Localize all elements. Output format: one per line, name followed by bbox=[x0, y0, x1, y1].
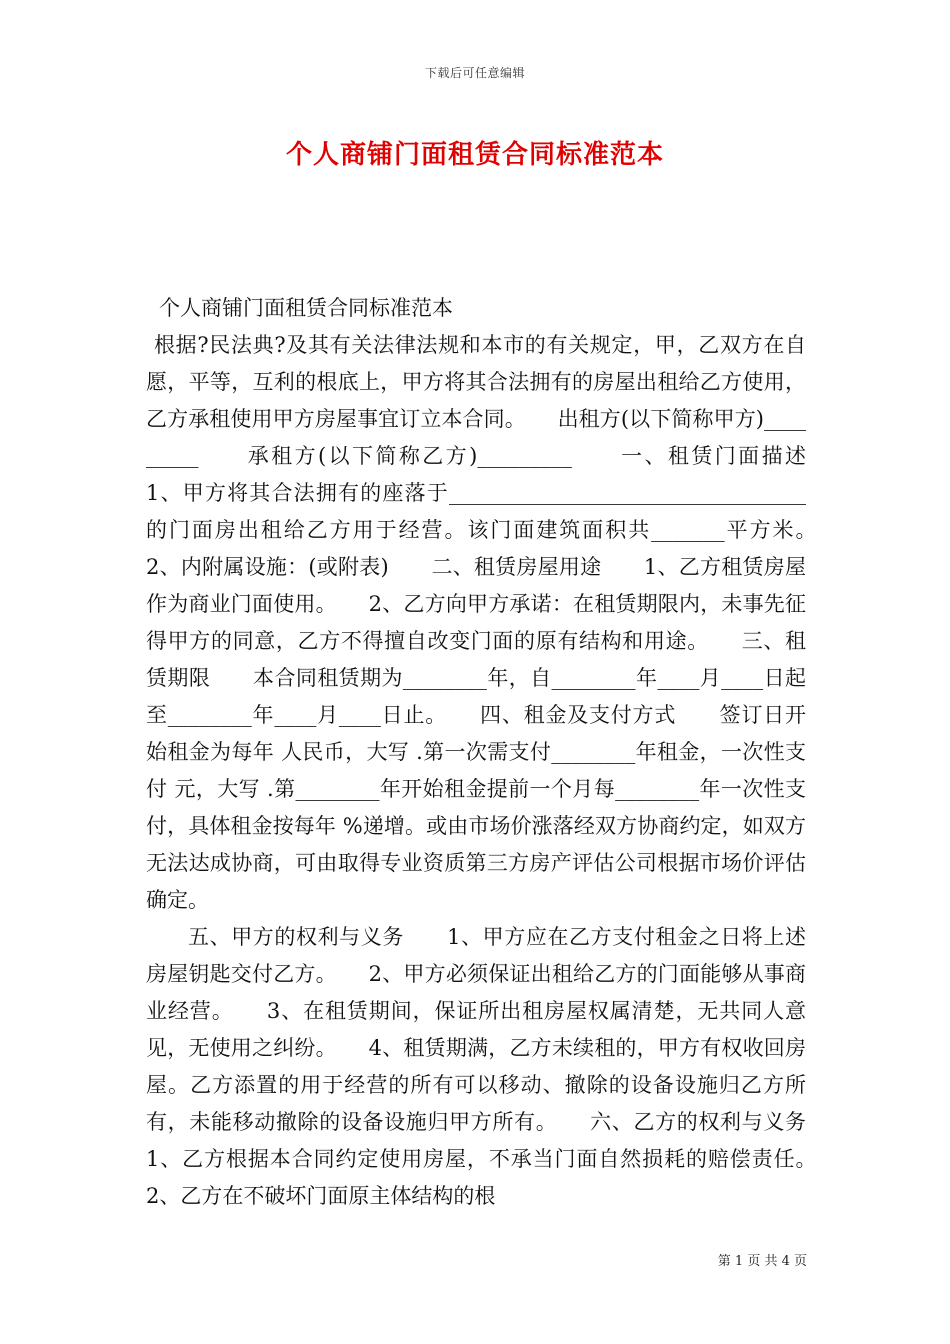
paragraph-subtitle: 个人商铺门面租赁合同标准范本 bbox=[159, 296, 453, 320]
document-body bbox=[146, 290, 848, 1215]
document-title: 个人商铺门面租赁合同标准范本 bbox=[285, 140, 664, 170]
paragraph-rights-obligations: 五、甲方的权利与义务 1、甲方应在乙方支付租金之日将上述房屋钥匙交付乙方。 2、甲方必须保证出租给乙方的门面能够从事商业经营。 3、在租赁期间，保证所出租房屋权属清楚，无共同人意见，无使用之纠纷。 4、租赁期满，乙方未续租的，甲方有权收回房屋。乙方添置的用于经营的所有可以移动、撤除的设备设施归乙方所有，未能移动撤除的设备设施归甲方所有。 六、乙方的权利与义务 1、乙方根据本合同约定使用房屋，不承当门面自然损耗的赔偿责任。 2、乙方在不破坏门面原主体结构的根 bbox=[146, 925, 848, 1208]
header-note: 下载后可任意编辑 bbox=[424, 66, 525, 80]
page-number: 第 1 页 共 4 页 bbox=[717, 1254, 807, 1269]
paragraph-contract-main: 根据?民法典?及其有关法律法规和本市的有关规定，甲，乙双方在自愿，平等，互利的根底上，甲方将其合法拥有的房屋出租给乙方使用，乙方承租使用甲方房屋事宜订立本合同。 出租方(以下简称甲方)_________ 承租方(以下简称乙方)_________ 一、租赁门面描述 1、甲方将其合法拥有的座落于__________________________________的门面房出租给乙方用于经营。该门面建筑面积共_______平方米。 2、内附属设施：(或附表) 二、租赁房屋用途 1、乙方租赁房屋作为商业门面使用。 2、乙方向甲方承诺：在租赁期限内，未事先征得甲方的同意，乙方不得擅自改变门面的原有结构和用途。 三、租赁期限 本合同租赁期为________年，自________年____月____日起至________年____月____日止。 四、租金及支付方式 签订日开始租金为每年 人民币，大写 .第一次需支付________年租金，一次性支付 元，大写 .第________年开始租金提前一个月每________年一次性支付，具体租金按每年 %递增。或由市场价涨落经双方协商约定，如双方无法达成协商，可由取得专业资质第三方房产评估公司根据市场价评估确定。 bbox=[146, 333, 848, 912]
